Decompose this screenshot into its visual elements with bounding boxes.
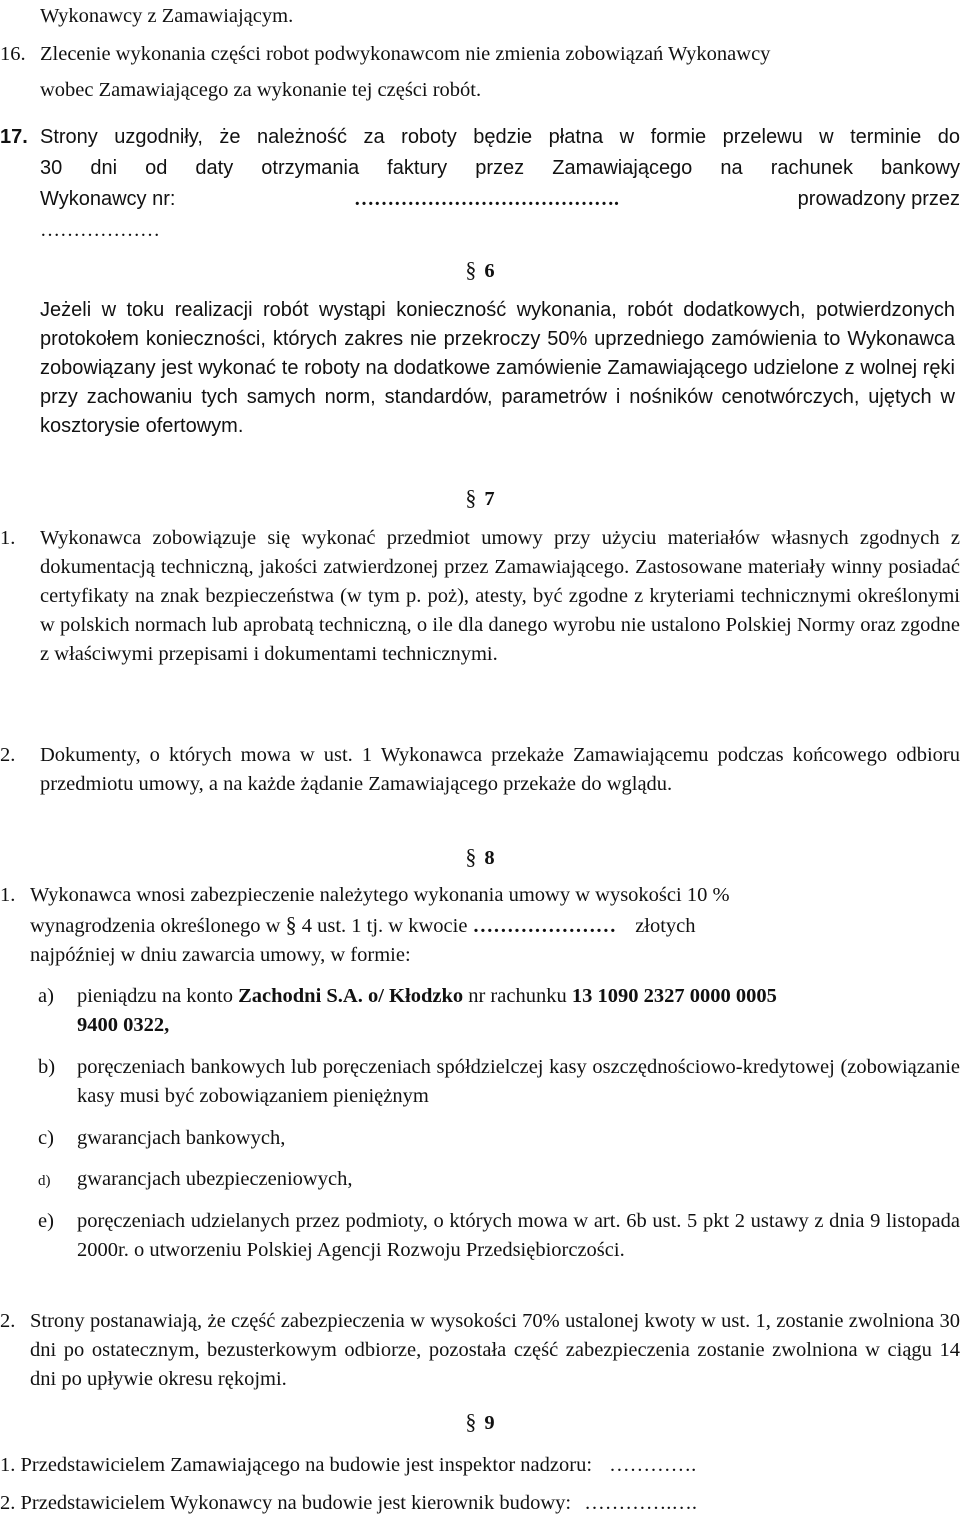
inspector-placeholder: …………. [609, 1454, 697, 1476]
point-17-line-3 [40, 185, 960, 214]
option-a-mid: nr rachunku [468, 985, 567, 1007]
section-7-item-2-text: Dokumenty, o których mowa w ust. 1 Wykonawca przekaże Zamawiającemu podczas końcowego odbioru przedmiotu umowy, a na każde żądanie Zamawiającego przekaże do wglądu. [40, 744, 960, 795]
section-9-item-1 [0, 1451, 960, 1480]
section-7-item-1-text: Wykonawca zobowiązuje się wykonać przedmiot umowy przy użyciu materiałów własnych zgodnych z dokumentacją techniczną, jakości zatwierdzonej przez Zamawiającego. Zastosowane materiały winny posiadać certyfikaty na znak bezpieczeństwa (w tym p. poż), atesty, być zgodne z kryteriami technicznymi określonymi w polskich normach lub aprobatą techniczną, o ile dla danego wyrobu nie ustalono Polskiej Normy oraz zgodne z właściwymi przepisami i dokumentami technicznymi. [40, 527, 960, 665]
point-17-line-2: 30 dni od daty otrzymania faktury przez Zamawiającego na rachunek bankowy [40, 157, 960, 179]
section-9-heading [0, 1407, 960, 1438]
section-9-item-1-line [0, 1451, 960, 1480]
option-a-line-1 [77, 982, 960, 1011]
section-8-item-1-line-1: Wykonawca wnosi zabezpieczenie należytego wykonania umowy w wysokości 10 % [30, 884, 730, 906]
section-8-heading [0, 842, 960, 873]
option-b-text: poręczeniach bankowych lub poręczeniach spółdzielczej kasy oszczędnościowo-kredytowej (zobowiązanie kasy musi być zobowiązaniem pieniężnym [77, 1056, 960, 1107]
option-label: b) [38, 1056, 56, 1078]
section-6-text: Jeżeli w toku realizacji robót wystąpi konieczność wykonania, robót dodatkowych, potwierdzonych protokołem konieczności, których zakres nie przekroczy 50% uprzedniego zamówienia to Wykonawca zobowiązany jest wykonać te roboty na dodatkowe zamówienie Zamawiającego udzielone z wolnej ręki przy zachowaniu tych samych norm, standardów, parametrów i nośników cenotwórczych, ujętych w kosztorysie ofertowym. [40, 299, 955, 437]
form-option-a [0, 982, 960, 1040]
intro-text: Wykonawcy z Zamawiającym. [40, 5, 294, 27]
section-number: 7 [484, 488, 495, 510]
section-9-item-2-text: 2. Przedstawicielem Wykonawcy na budowie jest kierownik budowy: [0, 1492, 572, 1514]
line-2-part-b: 4 ust. 1 tj. w kwocie [301, 915, 468, 937]
option-e-text: poręczeniach udzielanych przez podmioty, o których mowa w art. 6b ust. 5 pkt 2 ustawy z dnia 9 listopada 2000r. o utworzeniu Polskiej Agencji Rozwoju Przedsiębiorczości. [77, 1210, 960, 1261]
account-label: Wykonawcy nr: [40, 188, 176, 210]
manager-placeholder: ………….…. [584, 1492, 697, 1514]
section-7-item-1 [0, 524, 960, 669]
point-16-number: 16. [0, 43, 26, 65]
option-c-text: gwarancjach bankowych, [77, 1127, 286, 1149]
option-a-pre: pieniądzu na konto [77, 985, 233, 1007]
section-number: 6 [484, 260, 495, 282]
section-number: 8 [484, 847, 495, 869]
option-label: e) [38, 1210, 54, 1232]
amount-placeholder: ………………… [472, 915, 617, 937]
point-16-line-2: wobec Zamawiającego za wykonanie tej części robót. [40, 79, 482, 101]
option-label: c) [38, 1127, 54, 1149]
section-8-item-1-line-2 [30, 910, 960, 941]
point-17-number: 17. [0, 126, 28, 148]
section-9-item-1-text: 1. Przedstawicielem Zamawiającego na budowie jest inspektor nadzoru: [0, 1454, 593, 1476]
section-6-body [40, 296, 955, 441]
section-8-item-2-text: Strony postanawiają, że część zabezpieczenia w wysokości 70% ustalonej kwoty w ust. 1, zostanie zwolniona 30 dni po ostatecznym, bezusterkowym odbiorze, pozostała część zabezpieczenia zostanie zwolniona w ciągu 14 dni po upływie okresu rękojmi. [30, 1310, 960, 1390]
account-placeholder: …………………………………. [354, 188, 620, 210]
line-2-part-a: wynagrodzenia określonego w [30, 915, 281, 937]
option-d-text: gwarancjach ubezpieczeniowych, [77, 1168, 353, 1190]
option-label: a) [38, 985, 54, 1007]
section-6-heading [0, 255, 960, 286]
section-8-item-1-line-3: najpóźniej w dniu zawarcia umowy, w formie: [30, 944, 411, 966]
section-symbol: § [465, 844, 477, 869]
section-symbol: § [465, 485, 477, 510]
section-symbol: § [465, 1409, 477, 1434]
option-label: d) [38, 1173, 51, 1189]
form-option-b [0, 1053, 960, 1111]
section-7-item-2 [0, 741, 960, 799]
account-number-part-2: 9400 0322, [77, 1014, 170, 1036]
section-8-item-1 [0, 881, 960, 970]
section-8-item-2 [0, 1307, 960, 1394]
section-symbol: § [285, 912, 297, 937]
form-option-c [0, 1124, 960, 1153]
section-9-item-2-line [0, 1489, 960, 1518]
item-number: 1. [0, 884, 16, 906]
item-number: 2. [0, 1310, 16, 1332]
option-a-line-2 [77, 1011, 960, 1040]
section-7-heading [0, 483, 960, 514]
bank-label: prowadzony przez [797, 188, 960, 210]
item-number: 2. [0, 744, 16, 766]
intro-line [40, 2, 960, 31]
account-number-part-1: 13 1090 2327 0000 0005 [571, 985, 777, 1007]
section-symbol: § [465, 257, 477, 282]
item-number: 1. [0, 527, 16, 549]
section-number: 9 [484, 1412, 495, 1434]
section-9-item-2 [0, 1489, 960, 1518]
point-16-line-1: Zlecenie wykonania części robot podwykonawcom nie zmienia zobowiązań Wykonawcy [40, 43, 771, 65]
form-option-d [0, 1165, 960, 1194]
point-17-line-1: Strony uzgodniły, że należność za roboty będzie płatna w formie przelewu w terminie do [40, 126, 960, 148]
bank-placeholder: ……………… [40, 219, 160, 241]
form-option-e [0, 1207, 960, 1265]
line-2-part-c: złotych [635, 915, 696, 937]
bank-name: Zachodni S.A. o/ Kłodzko [238, 985, 464, 1007]
